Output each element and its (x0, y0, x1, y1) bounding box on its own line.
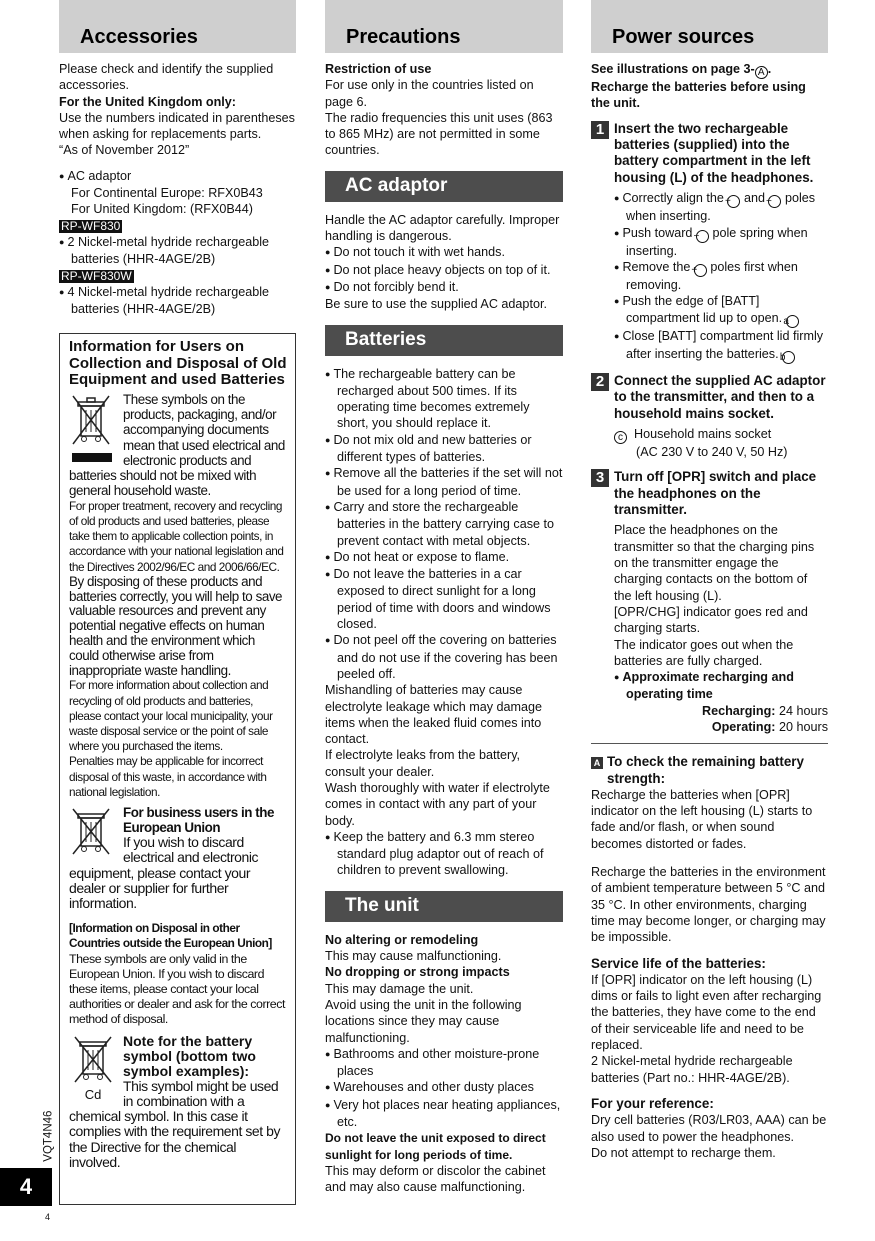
check-strength-text: Recharge the batteries when [OPR] indicator on the left housing (L) starts to fade and/or flash, or when sound becomes distorted or fades. (591, 787, 813, 851)
uk-part: For United Kingdom: (RFX0B44) (71, 202, 253, 217)
batteries-bullets (325, 366, 563, 683)
restriction-text: For use only in the countries listed on page 6. (325, 78, 534, 109)
battery-bullet: ● Carry and store the rechargeable batteries in the battery carrying case to prevent contact with metal objects. (325, 499, 563, 549)
power-column (591, 0, 828, 1161)
reference-title: For your reference: (591, 1095, 714, 1111)
unit-avoid: Avoid using the unit in the following locations since they may cause malfunctioning. (325, 997, 522, 1045)
unit-bullet: ● Warehouses and other dusty places (325, 1079, 563, 1096)
text: and (743, 191, 765, 206)
service-life-title: Service life of the batteries: (591, 955, 766, 971)
step-1-bullet (614, 259, 828, 293)
step-3-p2: [OPR/CHG] indicator goes red and charging starts. (614, 604, 808, 636)
outside-eu-title: [Information on Disposal in other Countries outside the European Union] (69, 921, 272, 951)
accessories-heading: Accessories (59, 0, 296, 53)
value: 24 hours (778, 703, 828, 718)
uk-text: Use the numbers indicated in parentheses when asking for replacements parts. (59, 110, 295, 142)
recharge-note: Recharge the batteries before using the unit. (591, 80, 806, 111)
text: Remove the (622, 259, 691, 274)
disposal-p1: These symbols on the products, packaging, and/or accompanying documents mean that used electrical and electronic products and batteries should not be mixed with general household waste. (69, 391, 285, 499)
operating-time (614, 719, 828, 735)
step-2 (591, 373, 828, 461)
approx-time-heading: ● Approximate recharging and operating time (614, 669, 828, 703)
step-1-bullet (614, 225, 828, 259)
europe-part: For Continental Europe: RFX0B43 (71, 186, 263, 201)
step-3-p1: Place the headphones on the transmitter so that the charging pins on the transmitter engage the charging contacts on the bottom of the left housing (L). (614, 523, 815, 603)
black-bar-icon (72, 453, 112, 462)
text: Correctly align the (622, 191, 724, 206)
battery-bullet: ● Do not leave the batteries in a car exposed to direct sunlight for a long period of time with doors and windows closed. (325, 566, 563, 632)
minus-pole-icon: − (768, 195, 781, 208)
keep-away-text: ● Keep the battery and 6.3 mm stereo standard plug adaptor out of reach of children to prevent swallowing. (325, 829, 563, 879)
unit-h2: No dropping or strong impacts (325, 965, 510, 980)
model-tag-wf830w: RP-WF830W (61, 268, 132, 283)
outside-eu-text: These symbols are only valid in the European Union. If you wish to discard these items, please contact your local authorities or dealer and ask for the correct method of disposal. (69, 951, 285, 1027)
business-title: For business users in the European Union (123, 805, 274, 835)
disposal-info-box (59, 333, 296, 1205)
see-suffix: . (767, 62, 772, 76)
plus-pole-icon: + (727, 195, 740, 208)
step-1-bullet (614, 190, 828, 224)
step-3-p3: The indicator goes out when the batteries are fully charged. (614, 637, 794, 668)
cd-label: Cd (84, 1086, 102, 1102)
document-code-text: VQT4N46 (42, 1110, 55, 1162)
ac-adaptor-heading: AC adaptor (325, 171, 563, 202)
step-3 (591, 469, 828, 735)
text: To check the remaining battery strength: (607, 754, 804, 786)
unit-t2: This may damage the unit. (325, 981, 474, 996)
step-1-bullet (614, 293, 828, 328)
minus-pole-icon: − (696, 230, 709, 243)
unit-heading: The unit (325, 891, 563, 922)
unit-t3: This may deform or discolor the cabinet and may also cause malfunctioning. (325, 1163, 546, 1195)
ac-adaptor-item (59, 168, 296, 185)
uk-heading: For the United Kingdom only: (59, 94, 236, 109)
step-1-bullet (614, 328, 828, 363)
unit-h3: Do not leave the unit exposed to direct sunlight for long periods of time. (325, 1131, 546, 1162)
recharging-time (614, 703, 828, 719)
text: poles when inserting. (626, 191, 816, 224)
step-1 (591, 121, 828, 364)
reference-text: Dry cell batteries (R03/LR03, AAA) can be also used to power the headphones. (591, 1113, 827, 1144)
step-3-number: 3 (591, 469, 609, 487)
accessories-intro: Please check and identify the supplied accessories. (59, 62, 274, 93)
a-box-icon: A (591, 757, 603, 769)
ac-adaptor-bullets (325, 244, 563, 296)
step-2-number: 2 (591, 373, 609, 391)
model2-item: ● 4 Nickel-metal hydride rechargeable batteries (HHR-4AGE/2B) (59, 284, 296, 318)
battery-bullet: ● The rechargeable battery can be recharged about 500 times. If its operating time becomes extremely short, you should replace it. (325, 366, 563, 432)
ac-adaptor-intro: Handle the AC adaptor carefully. Improper handling is dangerous. (325, 212, 560, 244)
model1-item: ● 2 Nickel-metal hydride rechargeable batteries (HHR-4AGE/2B) (59, 234, 296, 268)
check-strength-title (591, 754, 828, 787)
mishandling-text: Mishandling of batteries may cause electrolyte leakage which may damage items when the leaked fluid comes into contact. (325, 683, 543, 747)
accessories-column (59, 0, 296, 1205)
text: Household mains socket (634, 426, 772, 441)
crossed-bin-icon (69, 392, 117, 454)
precautions-column (325, 0, 563, 1196)
circle-a-icon: A (755, 66, 768, 79)
ac-bullet: ● Do not forcibly bend it. (325, 279, 563, 296)
step-1-title: Insert the two rechargeable batteries (supplied) into the battery compartment in the left housing (L) of the headphones. (614, 120, 814, 185)
ac-adaptor-footer: Be sure to use the supplied AC adaptor. (325, 297, 547, 312)
battery-bullet: ● Do not mix old and new batteries or different types of batteries. (325, 432, 563, 466)
text: poles first when removing. (626, 259, 798, 292)
ac-bullet: ● Do not touch it with wet hands. (325, 244, 563, 261)
step-1-number: 1 (591, 121, 609, 139)
leak-text: If electrolyte leaks from the battery, consult your dealer. (325, 748, 521, 779)
unit-h1: No altering or remodeling (325, 932, 479, 947)
step-1-bullets (614, 190, 828, 363)
radio-text: The radio frequencies this unit uses (863 to 865 MHz) are not permitted in some countries. (325, 110, 553, 158)
unit-bullet: ● Bathrooms and other moisture-prone places (325, 1046, 563, 1080)
business-text: If you wish to discard electrical and electronic equipment, please contact your dealer or supplier for further information. (69, 834, 259, 911)
step-2-title: Connect the supplied AC adaptor to the transmitter, and then to a household mains socket. (614, 372, 826, 421)
circle-c-mark: c (614, 431, 627, 444)
label: Operating: (711, 720, 776, 734)
unit-bullets (325, 1046, 563, 1130)
page-number-tab: 4 (0, 1168, 52, 1206)
as-of-date: “As of November 2012” (59, 143, 190, 158)
restriction-heading: Restriction of use (325, 62, 432, 76)
disposal-p5: Penalties may be applicable for incorrect disposal of this waste, in accordance with national legislation. (69, 754, 267, 799)
see-prefix: See illustrations on page 3- (591, 62, 755, 76)
power-heading: Power sources (591, 0, 828, 53)
model-tag-wf830: RP-WF830 (61, 218, 121, 233)
see-illustrations (591, 61, 828, 79)
service-life-text: If [OPR] indicator on the left housing (L) dims or fails to light even after recharging the batteries, they have come to the end of their serviceable life and need to be replaced. (591, 972, 822, 1053)
page-number-small: 4 (45, 1212, 51, 1222)
divider (591, 743, 828, 744)
text: Push the edge of [BATT] compartment lid up to open. (622, 294, 783, 326)
mains-spec: (AC 230 V to 240 V, 50 Hz) (636, 444, 788, 459)
text: Close [BATT] compartment lid firmly after inserting the batteries. (622, 329, 824, 361)
step-3-title: Turn off [OPR] switch and place the headphones on the transmitter. (614, 469, 817, 518)
reference-warning: Do not attempt to recharge them. (591, 1145, 776, 1160)
disposal-p2: For proper treatment, recovery and recycling of old products and used batteries, please take them to applicable collection points, in accordance with your national legislation and the Directives 2002/96/EC and 2006/66/EC. (69, 498, 284, 574)
precautions-heading: Precautions (325, 0, 563, 53)
battery-bullet: ● Do not peel off the covering on batteries and do not use if the covering has been peeled off. (325, 632, 563, 682)
wash-text: Wash thoroughly with water if electrolyte comes in contact with any part of your body. (325, 780, 550, 828)
text: pole spring when inserting. (626, 225, 808, 258)
ac-bullet: ● Do not place heavy objects on top of it. (325, 262, 563, 279)
text: Push toward (622, 225, 693, 240)
circle-a-mark: a (786, 315, 799, 328)
mains-socket-note (614, 426, 828, 460)
disposal-p4: For more information about collection and recycling of old products and batteries, please contact your local municipality, your waste disposal service or the point of sale where you purchased the items. (69, 678, 273, 754)
ac-adaptor-label: AC adaptor (67, 168, 132, 183)
environment-text: Recharge the batteries in the environment of ambient temperature between 5 °C and 35 °C. In other environments, charging time may become longer, or charging may be impossible. (591, 865, 826, 945)
crossed-bin-icon-business (69, 806, 117, 858)
unit-t1: This may cause malfunctioning. (325, 949, 502, 964)
battery-bullet: ● Remove all the batteries if the set will not be used for a long period of time. (325, 465, 563, 499)
crossed-bin-cd-icon (69, 1034, 117, 1100)
value: 20 hours (778, 720, 828, 734)
accessory-list (59, 168, 296, 185)
disposal-p3: By disposing of these products and batteries correctly, you will help to save valuable resources and prevent any potential negative effects on human health and the environment which could otherwise arise from inappropriate waste handling. (69, 573, 283, 678)
unit-bullet: ● Very hot places near heating appliances, etc. (325, 1097, 563, 1131)
circle-b-mark: b (782, 351, 795, 364)
battery-symbol-title: Note for the battery symbol (bottom two symbol examples): (123, 1033, 256, 1079)
service-part-text: 2 Nickel-metal hydride rechargeable batteries (Part no.: HHR-4AGE/2B). (591, 1054, 793, 1085)
label: Recharging: (702, 703, 776, 718)
battery-bullet: ● Do not heat or expose to flame. (325, 549, 563, 566)
battery-symbol-text: This symbol might be used in combination with a chemical symbol. In this case it complies with the requirement set by the Directive for the chemical involved. (69, 1077, 281, 1171)
plus-pole-icon: + (694, 264, 707, 277)
document-code (43, 1108, 57, 1163)
disposal-title: Information for Users on Collection and Disposal of Old Equipment and used Batteries (69, 338, 287, 389)
batteries-heading: Batteries (325, 325, 563, 356)
